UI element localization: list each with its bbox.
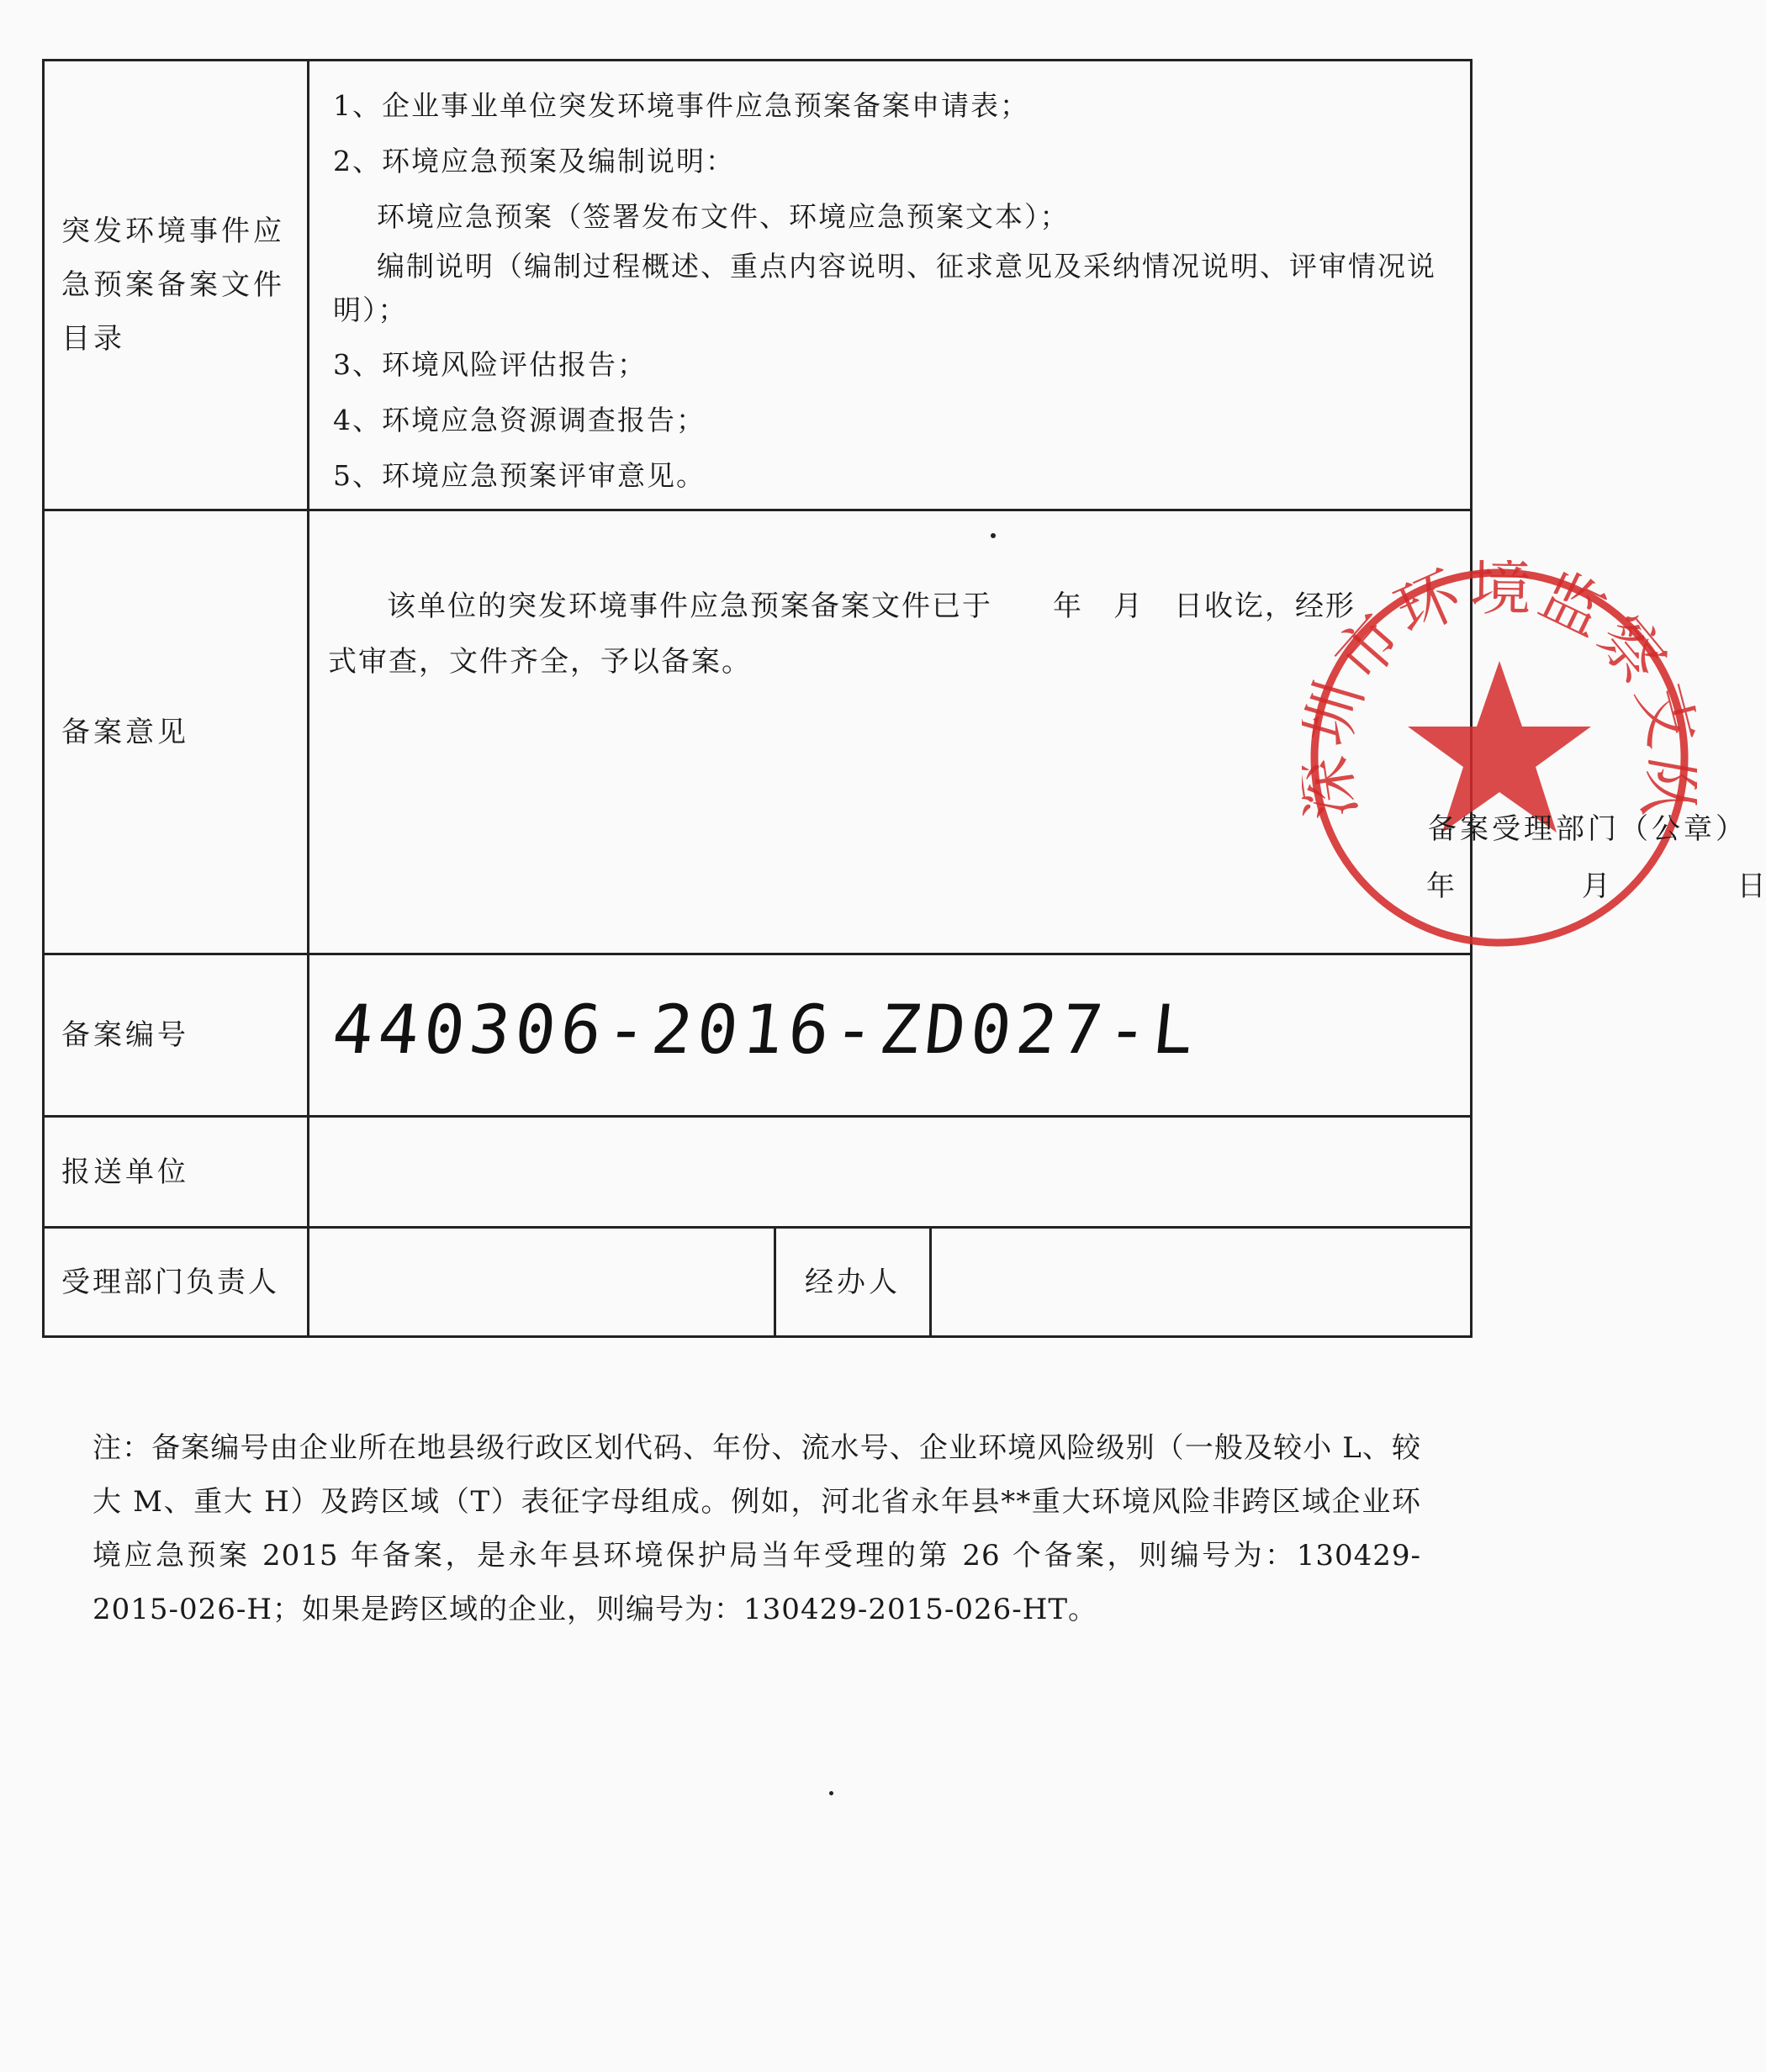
date-month: 月 — [1581, 870, 1610, 903]
submit-unit-value — [309, 1117, 1472, 1228]
record-number-row — [44, 954, 1472, 1117]
directory-item-4: 4、环境应急资源调查报告； — [333, 404, 706, 436]
opinion-text — [328, 579, 1446, 690]
directory-item-3: 3、环境风险评估报告； — [333, 348, 647, 381]
opinion-line-2: 式审查，文件齐全，予以备案。 — [328, 645, 752, 679]
directory-item-2: 2、环境应急预案及编制说明： — [333, 145, 735, 177]
directory-item-5: 5、环境应急预案评审意见。 — [333, 459, 706, 492]
responsible-label: 受理部门负责人 — [44, 1228, 309, 1337]
date-day: 日 — [1737, 870, 1766, 903]
record-number-label: 备案编号 — [44, 954, 309, 1117]
directory-item-2a: 环境应急预案（签署发布文件、环境应急预案文本）； — [377, 200, 1070, 233]
directory-item-1: 1、企业事业单位突发环境事件应急预案备案申请表； — [333, 89, 1029, 122]
scan-speck — [991, 533, 996, 538]
seal-text: 市环境监察 — [1320, 560, 1682, 700]
submit-unit-label: 报送单位 — [44, 1117, 309, 1228]
opinion-row — [44, 510, 1472, 954]
handler-value — [931, 1228, 1472, 1337]
record-number-cell — [309, 954, 1472, 1117]
filing-form-table — [42, 59, 1766, 1338]
directory-label: 突发环境事件应急预案备案文件目录 — [44, 61, 309, 510]
seal-date — [1386, 863, 1766, 904]
footnote: 注：备案编号由企业所在地县级行政区划代码、年份、流水号、企业环境风险级别（一般及较小 L、较大 M、重大 H）及跨区域（T）表征字母组成。例如，河北省永年县**重大环境风险非跨区域企业环境应急预案 2015 年备案，是永年县环境保护局当年受理的第 26 个备案，则编号为：130429-2015-026-H；如果是跨区域的企业，则编号为：130429-2015-026-HT。 — [93, 1431, 1421, 1626]
opinion-cell — [309, 510, 1766, 954]
receiving-department: 备案受理部门（公章） — [1428, 812, 1747, 846]
record-number-value: 440306-2016-ZD027-L — [329, 991, 1203, 1069]
directory-item-2b: 编制说明（编制过程概述、重点内容说明、征求意见及采纳情况说明、评审情况说明）； — [333, 250, 1436, 326]
opinion-label: 备案意见 — [44, 510, 309, 954]
responsible-value — [309, 1228, 775, 1337]
date-year: 年 — [1426, 870, 1455, 903]
directory-list — [309, 61, 1472, 510]
opinion-line-1: 该单位的突发环境事件应急预案备案文件已于 年 月 日收讫，经形 — [387, 589, 1356, 623]
submit-unit-row — [44, 1117, 1472, 1228]
responsible-row — [44, 1228, 1472, 1337]
handler-label: 经办人 — [775, 1228, 931, 1337]
scan-speck — [829, 1791, 833, 1795]
directory-row — [44, 61, 1472, 510]
